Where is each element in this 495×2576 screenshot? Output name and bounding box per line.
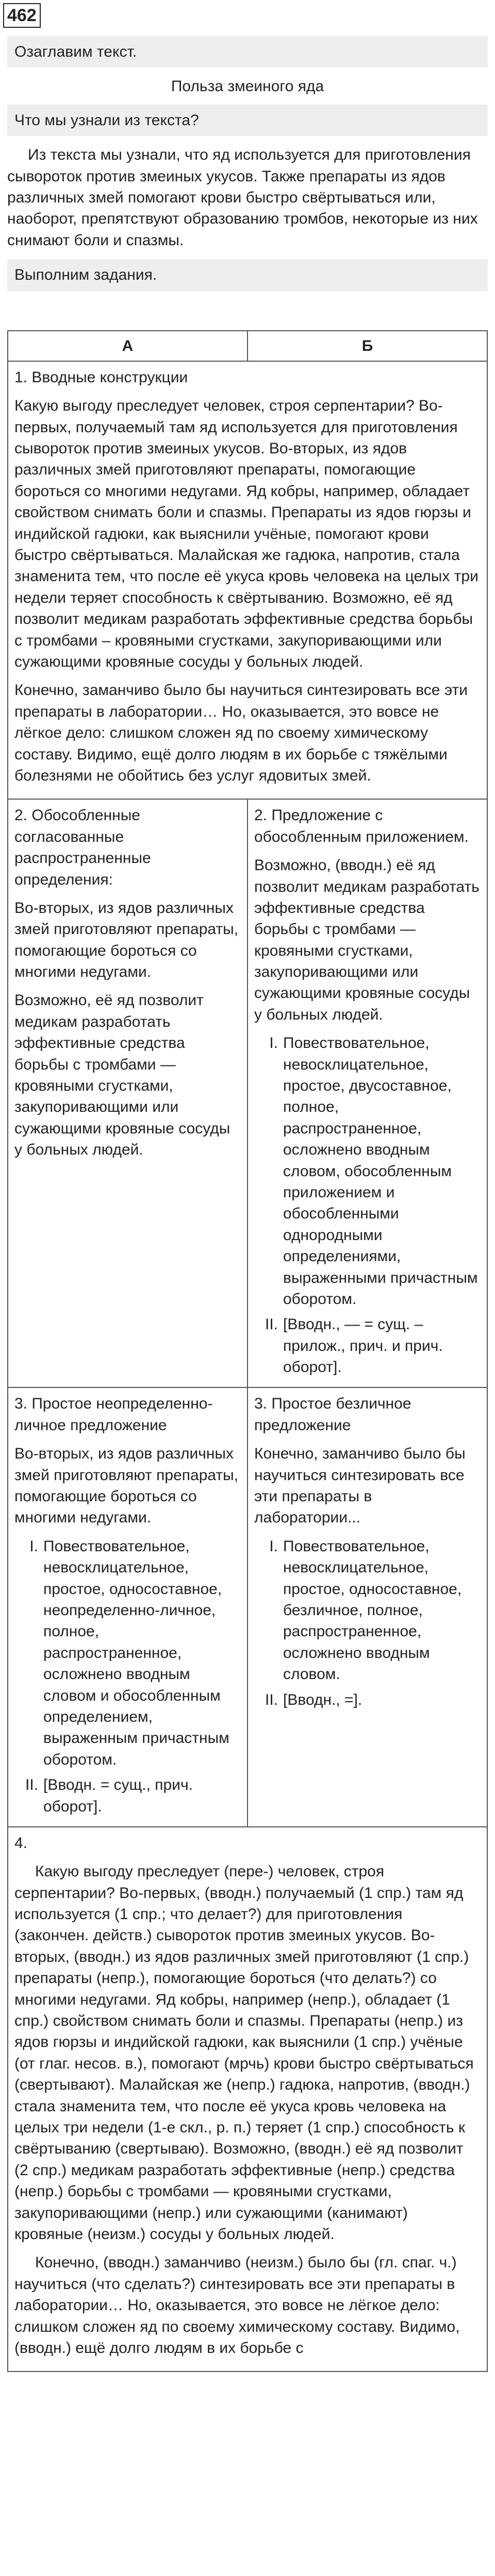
analysis-table <box>7 330 488 2372</box>
list-item: II. [Вводн., =]. <box>265 1691 362 1708</box>
row2-b-list <box>254 1032 481 1378</box>
row-parsing <box>8 1827 487 2371</box>
task-title-prompt: Озаглавим текст. <box>7 36 488 67</box>
column-a-header: А <box>8 331 248 361</box>
row4-paragraph2: Конечно, (вводн.) заманчиво (неизм.) было бы (гл. спаг. ч.) научиться (что сделать?) синтезировать все эти препараты в лаборатории… Но, оказывается, это вовсе не лёгкое дело: слишком сложен яд по своему химическому составу. Видимо, (вводн.) ещё долго людям в их борьбе с <box>14 2254 460 2357</box>
row1-text1: Какую выгоду преследует человек, строя серпентарии? Во-первых, получаемый там яд используется для приготовления сывороток против змеиных укусов. Во-вторых, из ядов различных змей приготовляют препараты, помогающие бороться со многими недугами. Яд кобры, например, обладает свойством снимать боли и спазмы. Препараты из ядов гюрзы и индийской гадюки, как выяснили учёные, помогают крови быстро свёртываться. Малайская же гадюка, напротив, стала знаменита тем, что после её укуса кровь человека на целых три недели теряет способность к свёртыванию. Возможно, её яд позволит медикам разработать эффективные средства борьбы с тромбами – кровяными сгустками, закупоривающими или сужающими кровяные сосуды у больных людей. <box>14 397 478 670</box>
row2-col-a <box>8 799 248 1387</box>
row1-text2: Конечно, заманчиво было бы научиться синтезировать все эти препараты в лаборатории… Но, оказывается, это вовсе не лёгкое дело: слишком сложен яд по своему химическому составу. Видимо, ещё долго людям в их борьбе с тяжёлыми болезнями не обойтись без услуг ядовитых змей. <box>14 682 468 784</box>
row2-col-b <box>248 799 487 1387</box>
list-item: II. [Вводн. = сущ., прич. оборот]. <box>25 1776 193 1815</box>
row2-a-text1: Во-вторых, из ядов различных змей приготовляют препараты, помогающие бороться со многими недугами. <box>14 899 239 981</box>
row2-a-text2: Возможно, её яд позволит медикам разработать эффективные средства борьбы с тромбами — кровяными сгустками, закупоривающими или сужающими кровяные сосуды у больных людей. <box>14 992 230 1159</box>
list-item: I. Повествовательное, невосклицательное, простое, двусоставное, полное, распространенное, осложнено вводным словом, обособленным приложением и обособленными однородными определениями, выраженными причастным оборотом. <box>269 1035 478 1308</box>
row2-b-text: Возможно, (вводн.) её яд позволит медикам разработать эффективные средства борьбы с тромбами — кровяными сгустками, закупоривающими или сужающими кровяные сосуды у больных людей. <box>254 857 480 1023</box>
row3-b-list <box>254 1536 481 1710</box>
content <box>7 36 488 2372</box>
task-learned-prompt: Что мы узнали из текста? <box>7 105 488 136</box>
list-item: I. Повествовательное, невосклицательное, простое, односоставное, безличное, полное, распространенное, осложнено вводным словом. <box>269 1537 462 1683</box>
column-b-header: Б <box>248 331 487 361</box>
row-introductory <box>8 361 487 799</box>
row1-header: 1. Вводные конструкции <box>14 368 188 386</box>
row3-a-list <box>14 1536 241 1817</box>
row4-header: 4. <box>14 1834 28 1852</box>
row2-a-header: 2. Обособленные согласованные распространенные определения: <box>14 807 151 888</box>
text-title: Польза змеиного яда <box>171 78 324 95</box>
exercise-number: 462 <box>3 3 41 28</box>
row3-a-header: 3. Простое неопределенно-личное предложение <box>14 1395 213 1434</box>
list-item: II. [Вводн., — = сущ. – прилож., прич. и прич. оборот]. <box>265 1316 443 1376</box>
row3-a-text: Во-вторых, из ядов различных змей приготовляют препараты, помогающие бороться со многими недугами. <box>14 1445 239 1527</box>
row2-b-header: 2. Предложение с обособленным приложением. <box>254 807 469 845</box>
row3-col-b <box>248 1387 487 1826</box>
row3-col-a <box>8 1387 248 1826</box>
summary-paragraph: Из текста мы узнали, что яд используется для приготовления сывороток против змеиных укусов. Также препараты из ядов различных змей помогают крови быстро свёртываться или, наоборот, препятствуют образованию тромбов, некоторые из них снимают боли и спазмы. <box>7 146 478 249</box>
list-item: I. Повествовательное, невосклицательное, простое, односоставное, неопределенно-личное, полное, распространенное, осложнено вводным словом и обособленным определением, выраженным причастным оборотом. <box>29 1537 229 1768</box>
row3-b-header: 3. Простое безличное предложение <box>254 1395 411 1434</box>
task-do-prompt: Выполним задания. <box>7 259 488 291</box>
row3-b-text: Конечно, заманчиво было бы научиться синтезировать все эти препараты в лаборатории... <box>254 1445 466 1527</box>
row4-paragraph1: Какую выгоду преследует (пере-) человек, строя серпентарии? Во-первых, (вводн.) получаемый (1 спр.) там яд используется (1 спр.; что делает?) для приготовления (закончен. действ.) сывороток против змеиных укусов. Во-вторых, (вводн.) из ядов различных змей приготовляют (1 спр.) препараты (непр.), помогающие бороться (что делать?) со многими недугами. Яд кобры, например (непр.), обладает (1 спр.) свойством снимать боли и спазмы. Препараты (непр.) из ядов гюрзы и индийской гадюки, как выяснили (1 спр.) учёные (от глаг. несов. в.), помогают (мрчь) крови быстро свёртываться (свертывают). Малайская же (непр.) гадюка, напротив, (вводн.) стала знаменита тем, что после её укуса кровь человека на целых три недели (1-е скл., р. п.) теряет (1 спр.) способность к свёртыванию (свертываю). Возможно, (вводн.) её яд позволит (2 спр.) медикам разработать эффективные (непр.) средства (непр.) борьбы с тромбами — кровяными сгустками, закупоривающими (непр.) или сужающими (канимают) кровяные (неизм.) сосуды у больных людей. <box>14 1863 474 2243</box>
